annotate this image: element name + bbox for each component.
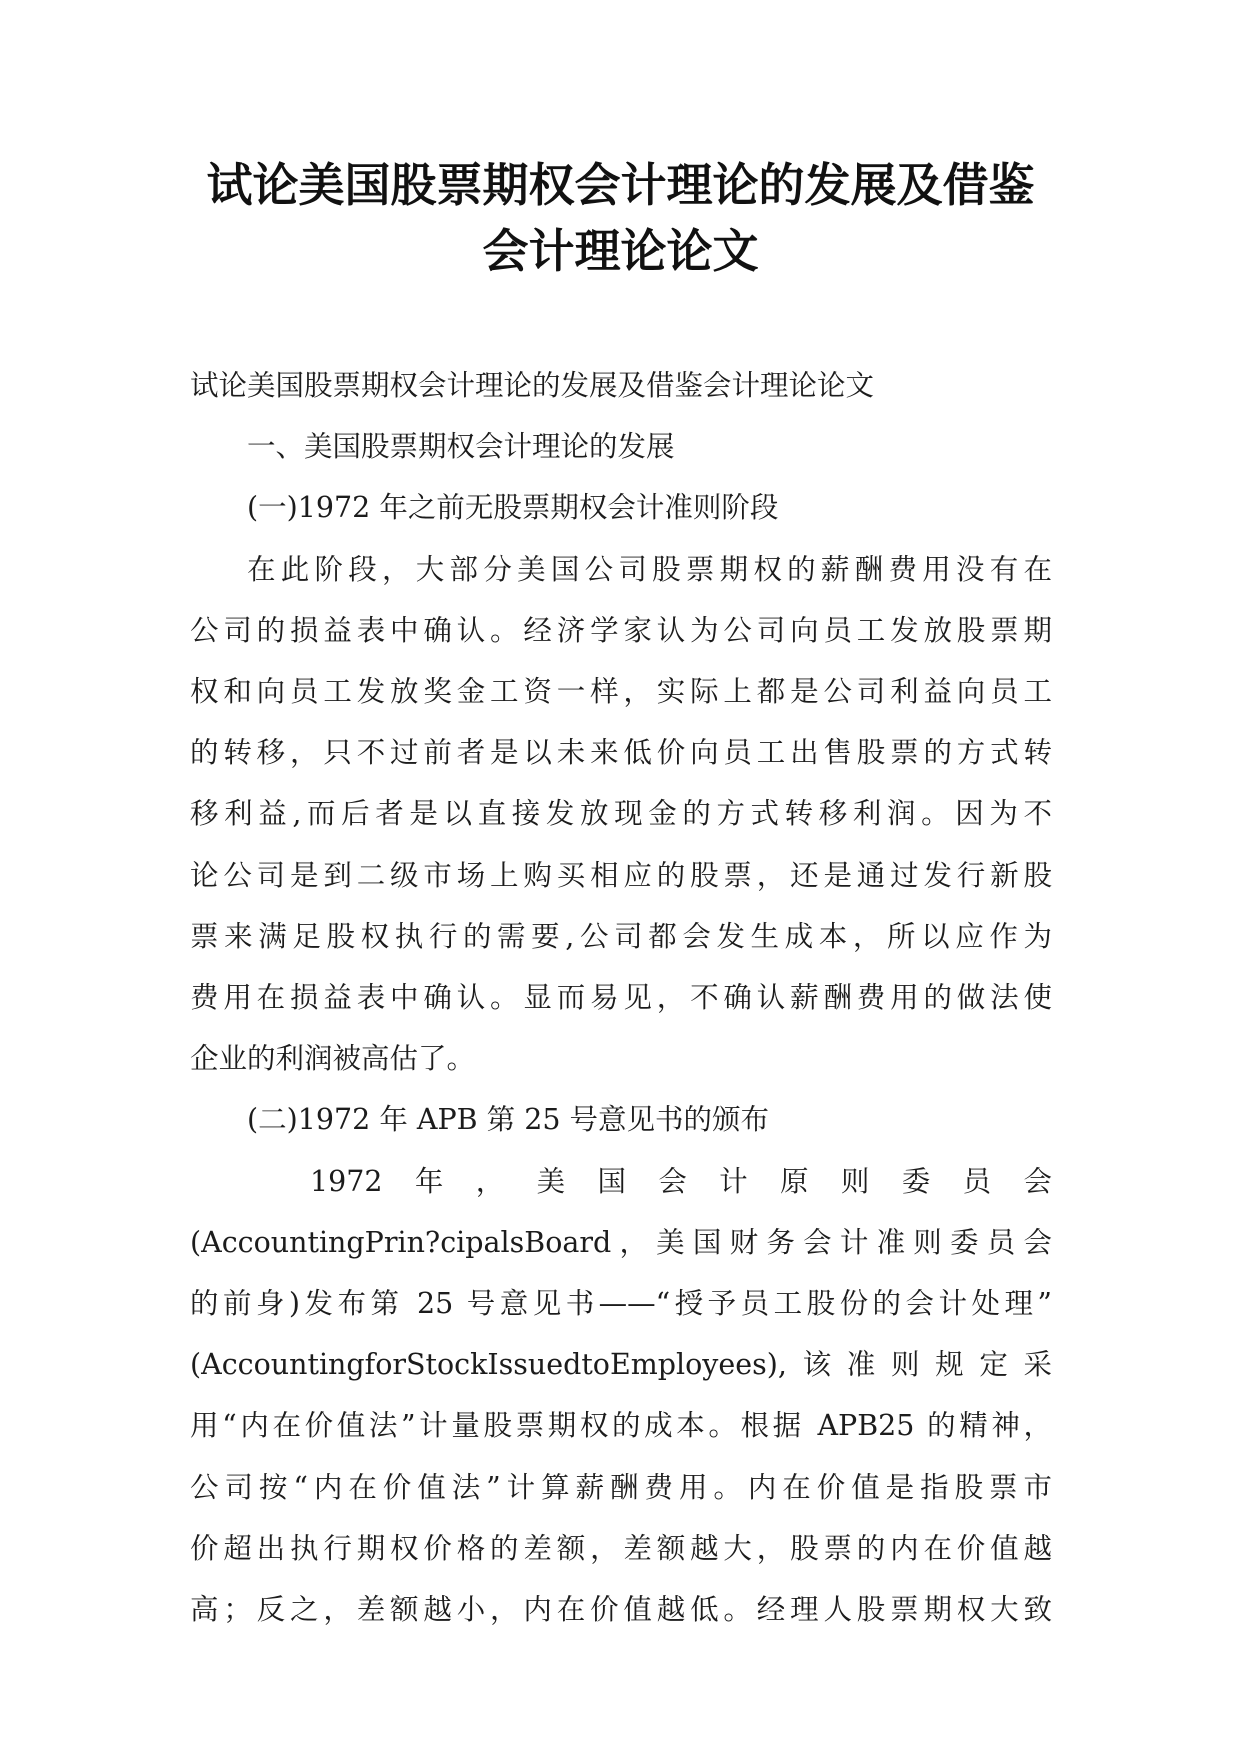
paragraph-line: 公司的损益表中确认。经济学家认为公司向员工发放股票期 xyxy=(190,613,1052,647)
paragraph-line: 权和向员工发放奖金工资一样，实际上都是公司利益向员工 xyxy=(190,675,1052,709)
document-body xyxy=(190,355,1052,1640)
paragraph-first-line xyxy=(190,1151,1052,1212)
section-heading: 一、美国股票期权会计理论的发展 xyxy=(247,430,675,464)
document-title xyxy=(170,152,1071,284)
line-token: ， xyxy=(475,1164,505,1198)
paragraph-line: 价超出执行期权价格的差额，差额越大，股票的内在价值越 xyxy=(190,1531,1052,1565)
paragraph-line: 移利益,而后者是以直接发放现金的方式转移利润。因为不 xyxy=(190,797,1052,831)
document-subtitle: 试论美国股票期权会计理论的发展及借鉴会计理论论文 xyxy=(190,369,875,402)
subsection-heading-2: (二)1972 年 APB 第 25 号意见书的颁布 xyxy=(247,1103,770,1137)
paragraph-line: 论公司是到二级市场上购买相应的股票，还是通过发行新股 xyxy=(190,858,1052,892)
line-token: 计 xyxy=(719,1164,748,1198)
paragraph-2 xyxy=(190,1151,1052,1641)
paragraph-line: 高；反之，差额越小，内在价值越低。经理人股票期权大致 xyxy=(190,1593,1052,1627)
paragraph-1 xyxy=(190,539,1052,1090)
line-token: 会 xyxy=(658,1164,687,1198)
line-token: 会 xyxy=(1023,1164,1052,1198)
line-token: 委 xyxy=(901,1164,931,1198)
paragraph-line: 在此阶段，大部分美国公司股票期权的薪酬费用没有在 xyxy=(247,552,1052,586)
title-line-2: 会计理论论文 xyxy=(482,224,759,278)
paragraph-line: (AccountingPrin?cipalsBoard，美国财务会计准则委员会 xyxy=(190,1225,1052,1259)
paragraph-line: 的转移，只不过前者是以未来低价向员工出售股票的方式转 xyxy=(190,736,1052,770)
line-token: 美 xyxy=(536,1164,566,1198)
line-token: 员 xyxy=(962,1164,992,1198)
paragraph-line: 公司按“内在价值法”计算薪酬费用。内在价值是指股票市 xyxy=(190,1470,1052,1504)
paragraph-line: 企业的利润被高估了。 xyxy=(190,1042,476,1076)
line-token: 原 xyxy=(780,1164,809,1198)
paragraph-line: 用“内在价值法”计量股票期权的成本。根据 APB25 的精神， xyxy=(190,1409,1052,1443)
subsection-heading-1: (一)1972 年之前无股票期权会计准则阶段 xyxy=(247,491,779,525)
line-token: 则 xyxy=(840,1164,870,1198)
paragraph-line: 票来满足股权执行的需要,公司都会发生成本，所以应作为 xyxy=(190,919,1052,953)
title-line-1: 试论美国股票期权会计理论的发展及借鉴 xyxy=(206,158,1035,212)
paragraph-line: (AccountingforStockIssuedtoEmployees),该准则规定采 xyxy=(190,1348,1052,1382)
paragraph-line: 费用在损益表中确认。显而易见，不确认薪酬费用的做法使 xyxy=(190,981,1052,1015)
paragraph-line: 的前身)发布第 25 号意见书——“授予员工股份的会计处理” xyxy=(190,1287,1052,1321)
line-token: 1972 xyxy=(310,1164,383,1198)
line-token: 年 xyxy=(414,1164,444,1198)
line-token: 国 xyxy=(597,1164,626,1198)
